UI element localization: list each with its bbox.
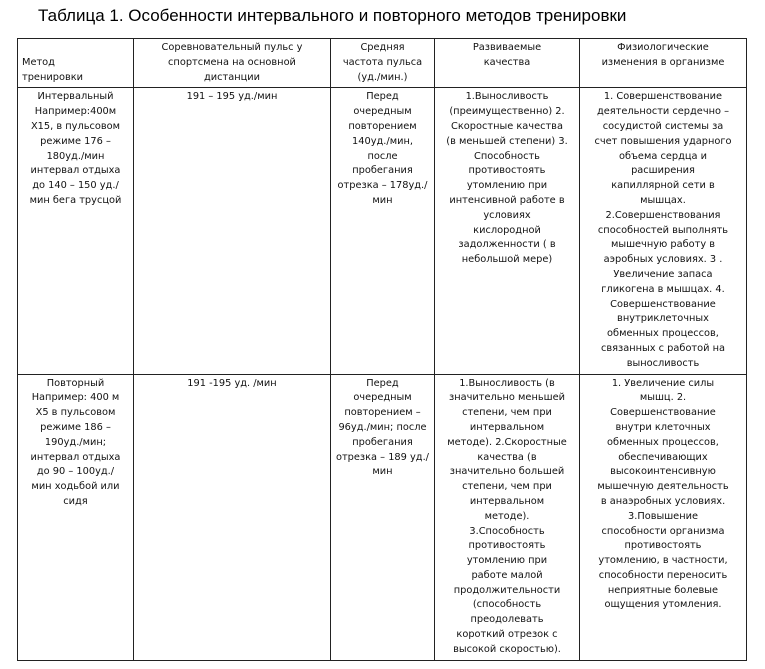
cell-qualities: 1.Выносливость (преимущественно) 2. Скоростные качества (в меньшей степени) 3. Способность противостоять утомлению при интенсивной работе в условиях кислородной задолженности ( в небольшой мере) — [435, 88, 580, 374]
cell-method: Повторный Например: 400 м X5 в пульсовом режиме 186 – 190уд./мин; интервал отдыха до 90 – 100уд./ мин ходьбой или сидя — [18, 374, 134, 660]
header-method: Метод тренировки — [18, 39, 134, 88]
page-title: Таблица 1. Особенности интервального и повторного методов тренировки — [38, 6, 627, 25]
table-row — [18, 88, 747, 374]
cell-avg-pulse: Перед очередным повторением – 96уд./мин; после пробегания отрезка – 189 уд./ мин — [331, 374, 435, 660]
table-row — [18, 374, 747, 660]
cell-changes: 1. Совершенствование деятельности сердечно – сосудистой системы за счет повышения ударного объема сердца и расширения капиллярной сети в мышцах. 2.Совершенствования способностей выполнять мышечную работу в аэробных условиях. 3 . Увеличение запаса гликогена в мышцах. 4. Совершенствование внутриклеточных обменных процессов, связанных с работой на выносливость — [580, 88, 747, 374]
header-changes: Физиологические изменения в организме — [580, 39, 747, 88]
header-qualities: Развиваемые качества — [435, 39, 580, 88]
header-avg-pulse: Средняя частота пульса (уд./мин.) — [331, 39, 435, 88]
cell-changes: 1. Увеличение силы мышц. 2. Совершенствование внутри клеточных обменных процессов, обеспечивающих высокоинтенсивную мышечную деятельность в анаэробных условиях. 3.Повышение способности организма противостоять утомлению, в частности, способности переносить неприятные болевые ощущения утомления. — [580, 374, 747, 660]
cell-competition-pulse: 191 – 195 уд./мин — [134, 88, 331, 374]
cell-qualities: 1.Выносливость (в значительно меньшей степени, чем при интервальном методе). 2.Скоростные качества (в значительно большей степени, чем при интервальном методе). 3.Способность противостоять утомлению при работе малой продолжительности (способность преодолевать короткий отрезок с высокой скоростью). — [435, 374, 580, 660]
header-competition-pulse: Соревновательный пульс у спортсмена на основной дистанции — [134, 39, 331, 88]
table-header-row — [18, 39, 747, 88]
methods-table — [17, 38, 747, 661]
cell-competition-pulse: 191 -195 уд. /мин — [134, 374, 331, 660]
cell-avg-pulse: Перед очередным повторением 140уд./мин, после пробегания отрезка – 178уд./ мин — [331, 88, 435, 374]
cell-method: Интервальный Например:400м X15, в пульсовом режиме 176 – 180уд./мин интервал отдыха до 140 – 150 уд./ мин бега трусцой — [18, 88, 134, 374]
